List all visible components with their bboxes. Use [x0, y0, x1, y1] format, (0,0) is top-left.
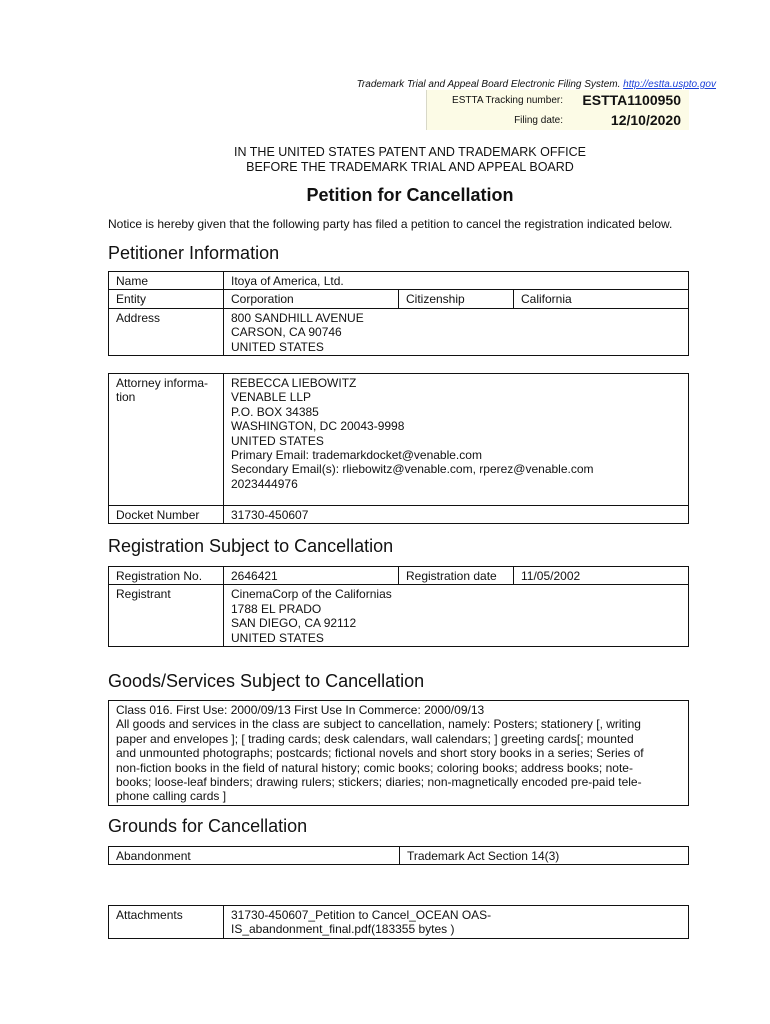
goods-line: and unmounted photographs; postcards; fictional novels and short story books in a series; Series of [116, 746, 644, 761]
table-row [109, 906, 689, 939]
name-label: Name [109, 272, 224, 290]
attorney-label [109, 374, 224, 506]
notice-text: Notice is hereby given that the following party has filed a petition to cancel the registration indicated below. [108, 217, 673, 231]
address-value [224, 308, 689, 355]
tracking-box [426, 90, 689, 130]
goods-heading: Goods/Services Subject to Cancellation [108, 671, 425, 691]
attachments-label: Attachments [109, 906, 224, 939]
registrant-line: CinemaCorp of the Californias [231, 587, 392, 602]
docket-label: Docket Number [109, 506, 224, 524]
goods-table [108, 700, 689, 806]
grounds-table [108, 846, 689, 865]
registration-heading: Registration Subject to Cancellation [108, 536, 394, 556]
attorney-table [108, 373, 689, 524]
table-row [109, 585, 689, 647]
attorney-label-line: Attorney informa- [116, 376, 209, 390]
table-row [109, 567, 689, 585]
reg-no-value: 2646421 [224, 567, 399, 585]
attorney-line: Secondary Email(s): rliebowitz@venable.com, rperez@venable.com [231, 462, 594, 477]
citizenship-label: Citizenship [399, 290, 514, 308]
filing-date-row [427, 110, 689, 130]
registrant-line: 1788 EL PRADO [231, 601, 322, 616]
reg-no-label: Registration No. [109, 567, 224, 585]
docket-value: 31730-450607 [224, 506, 689, 524]
table-row [109, 374, 689, 506]
act-value: Trademark Act Section 14(3) [400, 847, 689, 865]
attorney-line: REBECCA LIEBOWITZ [231, 376, 357, 390]
filing-date-label: Filing date: [514, 115, 563, 126]
goods-line: paper and envelopes ]; [ trading cards; desk calendars, wall calendars; ] greeting cards[; mounted [116, 731, 634, 746]
registrant-line: UNITED STATES [231, 630, 324, 645]
grounds-heading: Grounds for Cancellation [108, 816, 308, 836]
attachment-file-line: 31730-450607_Petition to Cancel_OCEAN OAS- [231, 908, 492, 922]
table-row [109, 290, 689, 308]
address-line: UNITED STATES [231, 339, 324, 354]
estta-link[interactable]: http://estta.uspto.gov [623, 79, 716, 90]
goods-line: non-fiction books in the field of natural history; comic books; coloring books; address books; note- [116, 760, 633, 775]
table-row [109, 506, 689, 524]
goods-line: Class 016. First Use: 2000/09/13 First Use In Commerce: 2000/09/13 [116, 703, 485, 717]
court-line-2: BEFORE THE TRADEMARK TRIAL AND APPEAL BOARD [246, 160, 574, 174]
registrant-line: SAN DIEGO, CA 92112 [231, 616, 357, 631]
tracking-label: ESTTA Tracking number: [452, 95, 563, 106]
goods-line: All goods and services in the class are subject to cancellation, namely: Posters; stationery [, writing [116, 717, 641, 732]
entity-value: Corporation [224, 290, 399, 308]
ground-value: Abandonment [109, 847, 400, 865]
table-row [109, 847, 689, 865]
address-line: CARSON, CA 90746 [231, 325, 342, 340]
attorney-line: 2023444976 [231, 476, 298, 491]
registrant-label: Registrant [109, 585, 224, 647]
attorney-line: WASHINGTON, DC 20043-9998 [231, 419, 405, 434]
tracking-row [427, 90, 689, 110]
address-line: 800 SANDHILL AVENUE [231, 310, 364, 325]
system-text: Trademark Trial and Appeal Board Electronic Filing System. [356, 79, 621, 90]
attorney-line: VENABLE LLP [231, 390, 312, 405]
address-label: Address [109, 308, 224, 355]
attorney-value [224, 374, 689, 506]
petitioner-table [108, 271, 689, 356]
court-line-1: IN THE UNITED STATES PATENT AND TRADEMARK OFFICE [234, 145, 586, 159]
table-row [109, 701, 689, 806]
goods-value [109, 701, 689, 806]
attorney-label-line: tion [116, 390, 136, 405]
citizenship-value: California [514, 290, 689, 308]
attorney-line: P.O. BOX 34385 [231, 404, 319, 419]
tracking-number: ESTTA1100950 [582, 92, 681, 108]
attorney-line: Primary Email: trademarkdocket@venable.com [231, 448, 482, 463]
reg-date-value: 11/05/2002 [514, 567, 689, 585]
registration-table [108, 566, 689, 647]
reg-date-label: Registration date [399, 567, 514, 585]
table-row [109, 272, 689, 290]
attorney-line: UNITED STATES [231, 433, 324, 448]
entity-label: Entity [109, 290, 224, 308]
attachment-file-line: IS_abandonment_final.pdf(183355 bytes ) [231, 922, 455, 937]
petitioner-heading: Petitioner Information [108, 243, 280, 263]
filing-date: 12/10/2020 [610, 112, 681, 128]
registrant-value [224, 585, 689, 647]
goods-line: books; loose-leaf binders; drawing rulers; stickers; diaries; non-magnetically encoded pre-paid tele- [116, 775, 642, 790]
system-header [346, 79, 716, 90]
petitioner-name: Itoya of America, Ltd. [224, 272, 689, 290]
attachments-table [108, 905, 689, 939]
attachment-file[interactable] [224, 906, 689, 939]
goods-line: phone calling cards ] [116, 789, 227, 804]
table-row [109, 308, 689, 355]
page-title: Petition for Cancellation [306, 185, 514, 205]
